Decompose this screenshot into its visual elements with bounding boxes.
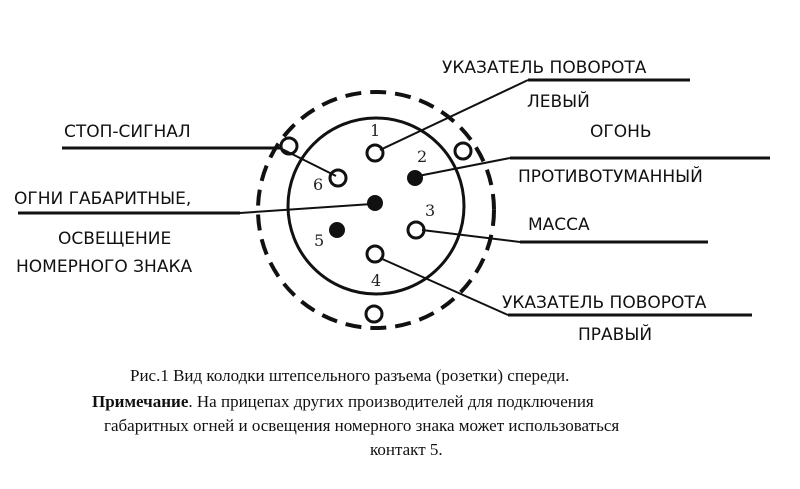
pin-number-3: 3 [425, 201, 436, 220]
pin-number-1: 1 [370, 121, 381, 140]
pin-2 [407, 170, 423, 186]
pin-number-2: 2 [417, 147, 428, 166]
pin-number-4: 4 [371, 271, 382, 290]
pin-number-5: 5 [314, 231, 325, 250]
caption-title: Рис.1 Вид колодки штепсельного разъема (розетки) спереди. [130, 366, 570, 385]
caption-note-text: . На прицепах других производителей для подключения [188, 392, 594, 411]
label-side-lights-line1: ОГНИ ГАБАРИТНЫЕ, [14, 189, 192, 209]
pin-4 [367, 246, 383, 262]
label-mass: МАССА [528, 215, 590, 235]
label-turn-right-line2: ПРАВЫЙ [578, 325, 653, 345]
label-turn-left-line2: ЛЕВЫЙ [527, 92, 590, 112]
caption-note-line3: контакт 5. [370, 440, 443, 459]
label-fog-line2: ПРОТИВОТУМАННЫЙ [518, 167, 703, 187]
pin-1 [367, 145, 383, 161]
caption-note-label: Примечание [92, 392, 189, 411]
label-side-lights-line3: НОМЕРНОГО ЗНАКА [16, 257, 193, 277]
pin-6 [330, 170, 346, 186]
label-side-lights-line2: ОСВЕЩЕНИЕ [58, 229, 172, 249]
pin-5 [329, 222, 345, 238]
label-fog-line1: ОГОНЬ [590, 122, 652, 142]
label-turn-right-line1: УКАЗАТЕЛЬ ПОВОРОТА [502, 293, 707, 313]
caption-note-line2: габаритных огней и освещения номерного знака может использоваться [104, 416, 620, 435]
label-turn-left-line1: УКАЗАТЕЛЬ ПОВОРОТА [442, 58, 647, 78]
pin-number-6: 6 [313, 175, 324, 194]
pin-3 [408, 222, 424, 238]
pin-center [367, 195, 383, 211]
mount-hole-right [455, 143, 471, 159]
caption-note-line1 [92, 390, 594, 414]
mount-hole-bottom [366, 306, 382, 322]
label-stop-signal: СТОП-СИГНАЛ [64, 122, 191, 142]
